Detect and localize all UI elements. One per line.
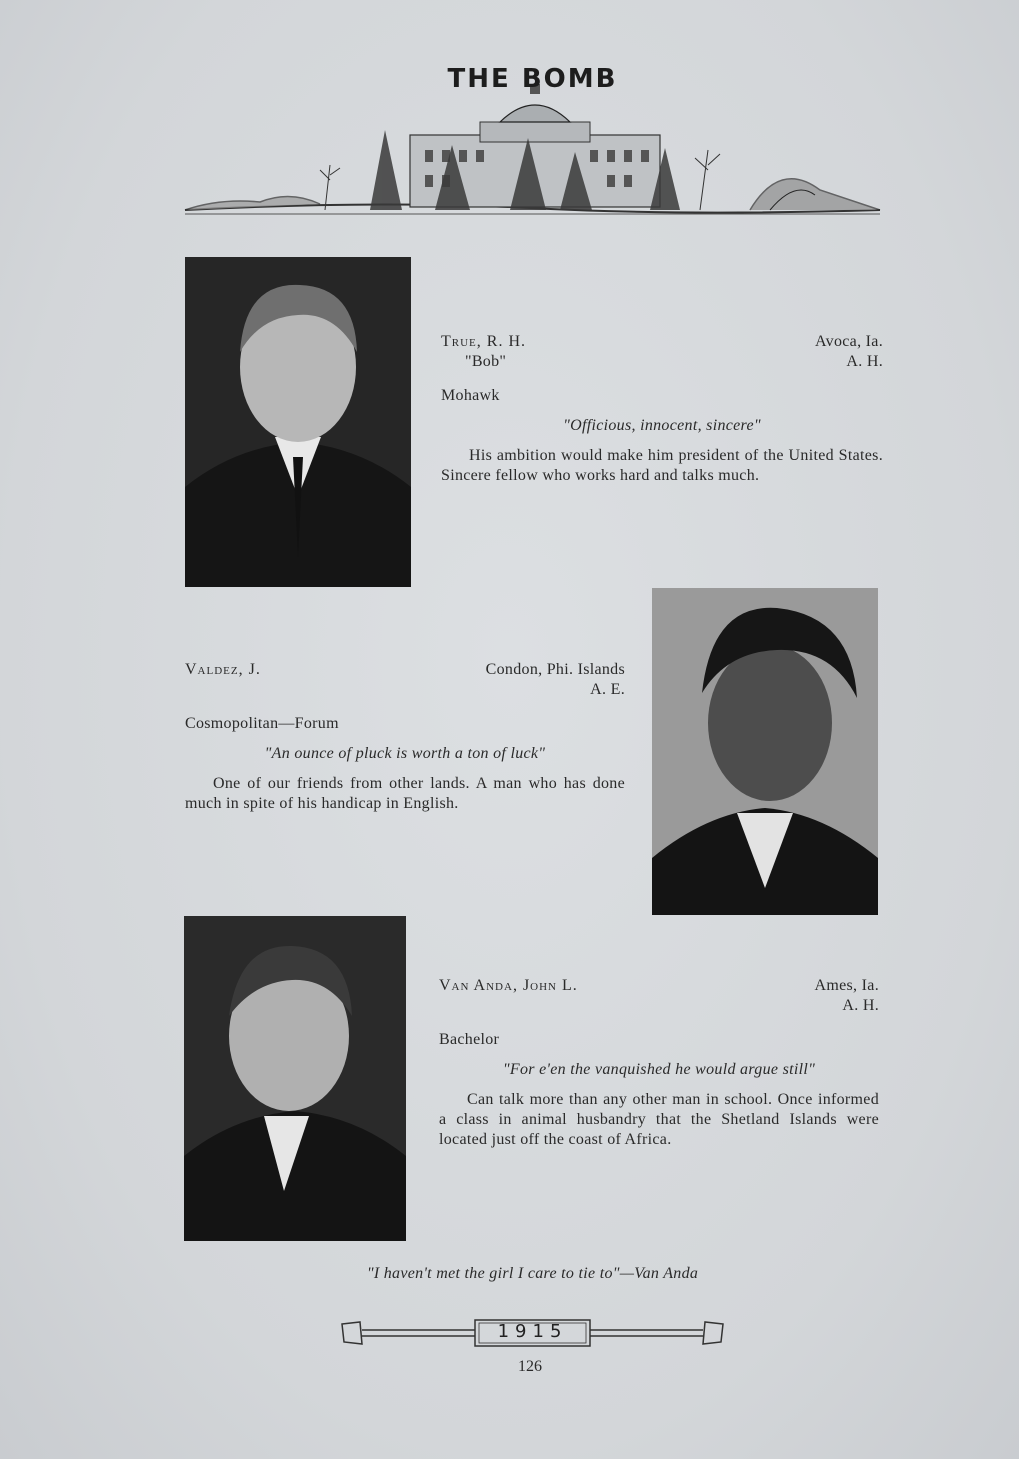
entry-name: True, R. H. [441,333,526,350]
footer-year: 1915 [497,1321,568,1342]
header-title: THE BOMB [447,64,618,94]
entry-description: Can talk more than any other man in school. Once informed a class in animal husbandry that the Shetland Islands were located just off the coast of Africa. [439,1091,879,1148]
portrait-photo-true [185,257,411,587]
header-illustration [180,60,885,220]
entry-motto: "An ounce of pluck is worth a ton of luck" [264,745,546,762]
entry-valdez [185,660,625,814]
entry-motto: "Officious, innocent, sincere" [563,417,761,434]
entry-motto: "For e'en the vanquished he would argue still" [502,1061,816,1078]
entry-course: A. H. [846,353,883,370]
entry-affiliations: Bachelor [439,1031,500,1048]
entry-course: A. E. [590,681,625,698]
entry-hometown: Avoca, Ia. [815,333,883,350]
entry-nickname: "Bob" [465,353,507,370]
portrait-photo-van-anda [184,916,406,1241]
footer-ornament [340,1318,725,1348]
entry-true [441,332,883,486]
entry-affiliations: Cosmopolitan—Forum [185,715,339,732]
bottom-quote: "I haven't met the girl I care to tie to"—Van Anda [366,1265,699,1282]
entry-description: His ambition would make him president of the United States. Sincere fellow who works hard and talks much. [441,447,883,484]
entry-hometown: Condon, Phi. Islands [485,661,625,678]
entry-name: Valdez, J. [185,661,261,678]
entry-affiliations: Mohawk [441,387,500,404]
entry-course: A. H. [842,997,879,1014]
portrait-photo-valdez [652,588,878,915]
entry-van-anda [439,976,879,1150]
entry-name: Van Anda, John L. [439,977,578,994]
entry-description: One of our friends from other lands. A man who has done much in spite of his handicap in English. [185,775,625,812]
page-number: 126 [518,1358,542,1375]
entry-hometown: Ames, Ia. [814,977,879,994]
